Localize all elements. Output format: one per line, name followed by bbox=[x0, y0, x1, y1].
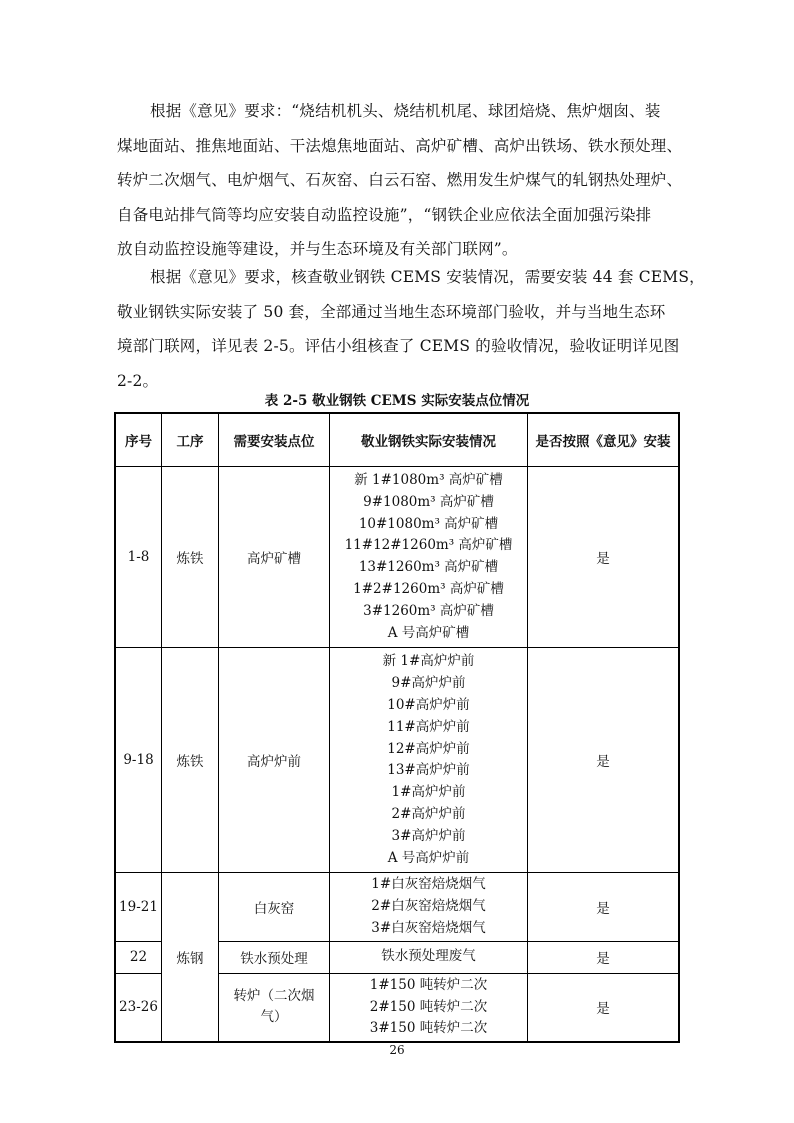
actual-item: 10#高炉炉前 bbox=[387, 696, 470, 713]
page-number: 26 bbox=[389, 1043, 405, 1057]
table-row bbox=[115, 873, 679, 941]
actual-item: 2#白灰窑焙烧烟气 bbox=[371, 898, 486, 915]
cell-process: 炼铁 bbox=[162, 467, 219, 648]
actual-item: 1#高炉炉前 bbox=[391, 784, 466, 801]
cell-actual bbox=[330, 873, 528, 941]
cell-serial: 19-21 bbox=[115, 873, 162, 941]
actual-item: 11#12#1260m³ 高炉矿槽 bbox=[344, 537, 513, 554]
actual-item: 铁水预处理废气 bbox=[381, 948, 476, 965]
actual-item: 3#1260m³ 高炉矿槽 bbox=[363, 602, 494, 619]
actual-item: 9#1080m³ 高炉矿槽 bbox=[363, 493, 494, 510]
cell-compliant: 是 bbox=[528, 467, 680, 648]
cell-actual bbox=[330, 973, 528, 1042]
header-process: 工序 bbox=[162, 413, 219, 467]
actual-item: 1#150 吨转炉二次 bbox=[369, 976, 488, 993]
cell-process: 炼钢 bbox=[162, 873, 219, 1042]
cell-position: 高炉矿槽 bbox=[219, 467, 330, 648]
position-line: 气） bbox=[260, 1009, 288, 1026]
cell-position: 铁水预处理 bbox=[219, 941, 330, 973]
cell-actual bbox=[330, 941, 528, 973]
actual-item: 1#白灰窑焙烧烟气 bbox=[371, 876, 486, 893]
actual-item: 新 1#1080m³ 高炉矿槽 bbox=[354, 472, 503, 488]
cell-actual bbox=[330, 648, 528, 873]
actual-item: 13#1260m³ 高炉矿槽 bbox=[358, 559, 499, 576]
cell-serial: 1-8 bbox=[115, 467, 162, 648]
cell-actual bbox=[330, 467, 528, 648]
actual-item: 新 1#高炉炉前 bbox=[382, 653, 475, 670]
table-header-row bbox=[115, 413, 679, 467]
text-line: 转炉二次烟气、电炉烟气、石灰窑、白云石窑、燃用发生炉煤气的轧钢热处理炉、 bbox=[117, 171, 683, 189]
header-actual-installation: 敬业钢铁实际安装情况 bbox=[330, 413, 528, 467]
text-line: 境部门联网，详见表 2-5。评估小组核查了 CEMS 的验收情况，验收证明详见图 bbox=[117, 337, 680, 355]
text-line: 自备电站排气筒等均应安装自动监控设施”，“钢铁企业应依法全面加强污染排 bbox=[117, 205, 652, 224]
cell-position: 高炉炉前 bbox=[219, 648, 330, 873]
text-line: 根据《意见》要求：“烧结机机头、烧结机机尾、球团焙烧、焦炉烟囱、装 bbox=[150, 102, 661, 120]
actual-item: 3#高炉炉前 bbox=[391, 827, 466, 844]
cell-process: 炼铁 bbox=[162, 648, 219, 873]
text-line: 放自动监控设施等建设，并与生态环境及有关部门联网”。 bbox=[117, 240, 518, 258]
cell-serial: 23-26 bbox=[115, 973, 162, 1042]
actual-item: 10#1080m³ 高炉矿槽 bbox=[358, 515, 499, 532]
paragraph-verification bbox=[117, 260, 705, 398]
cell-position bbox=[219, 973, 330, 1042]
cell-position: 白灰窑 bbox=[219, 873, 330, 941]
actual-item: 9#高炉炉前 bbox=[391, 675, 466, 692]
text-line: 煤地面站、推焦地面站、干法熄焦地面站、高炉矿槽、高炉出铁场、铁水预处理、 bbox=[117, 136, 683, 155]
actual-item: 2#150 吨转炉二次 bbox=[369, 998, 488, 1015]
table-row bbox=[115, 467, 679, 648]
cell-compliant: 是 bbox=[528, 973, 680, 1042]
actual-item: A 号高炉矿槽 bbox=[387, 624, 470, 641]
header-required-position: 需要安装点位 bbox=[219, 413, 330, 467]
actual-item: 11#高炉炉前 bbox=[387, 718, 470, 735]
cell-serial: 9-18 bbox=[115, 648, 162, 873]
cell-compliant: 是 bbox=[528, 873, 680, 941]
text-line: 根据《意见》要求，核查敬业钢铁 CEMS 安装情况，需要安装 44 套 CEMS， bbox=[150, 268, 705, 286]
cell-serial: 22 bbox=[115, 941, 162, 973]
actual-item: 3#150 吨转炉二次 bbox=[369, 1020, 488, 1037]
header-serial: 序号 bbox=[115, 413, 162, 467]
paragraph-requirements bbox=[117, 94, 683, 267]
actual-item: 13#高炉炉前 bbox=[387, 762, 470, 779]
actual-item: 12#高炉炉前 bbox=[387, 740, 470, 757]
header-compliance: 是否按照《意见》安装 bbox=[528, 413, 680, 467]
cell-compliant: 是 bbox=[528, 941, 680, 973]
text-line: 2-2。 bbox=[117, 371, 159, 390]
cems-installation-table bbox=[114, 412, 680, 1043]
table-row bbox=[115, 648, 679, 873]
cell-compliant: 是 bbox=[528, 648, 680, 873]
actual-item: 2#高炉炉前 bbox=[391, 805, 466, 822]
text-line: 敬业钢铁实际安装了 50 套，全部通过当地生态环境部门验收，并与当地生态环 bbox=[117, 302, 666, 321]
position-line: 转炉（二次烟 bbox=[233, 987, 315, 1004]
actual-item: 3#白灰窑焙烧烟气 bbox=[371, 919, 486, 936]
actual-item: 1#2#1260m³ 高炉矿槽 bbox=[353, 580, 504, 597]
actual-item: A 号高炉炉前 bbox=[387, 849, 470, 866]
table-caption: 表 2-5 敬业钢铁 CEMS 实际安装点位情况 bbox=[264, 393, 530, 409]
